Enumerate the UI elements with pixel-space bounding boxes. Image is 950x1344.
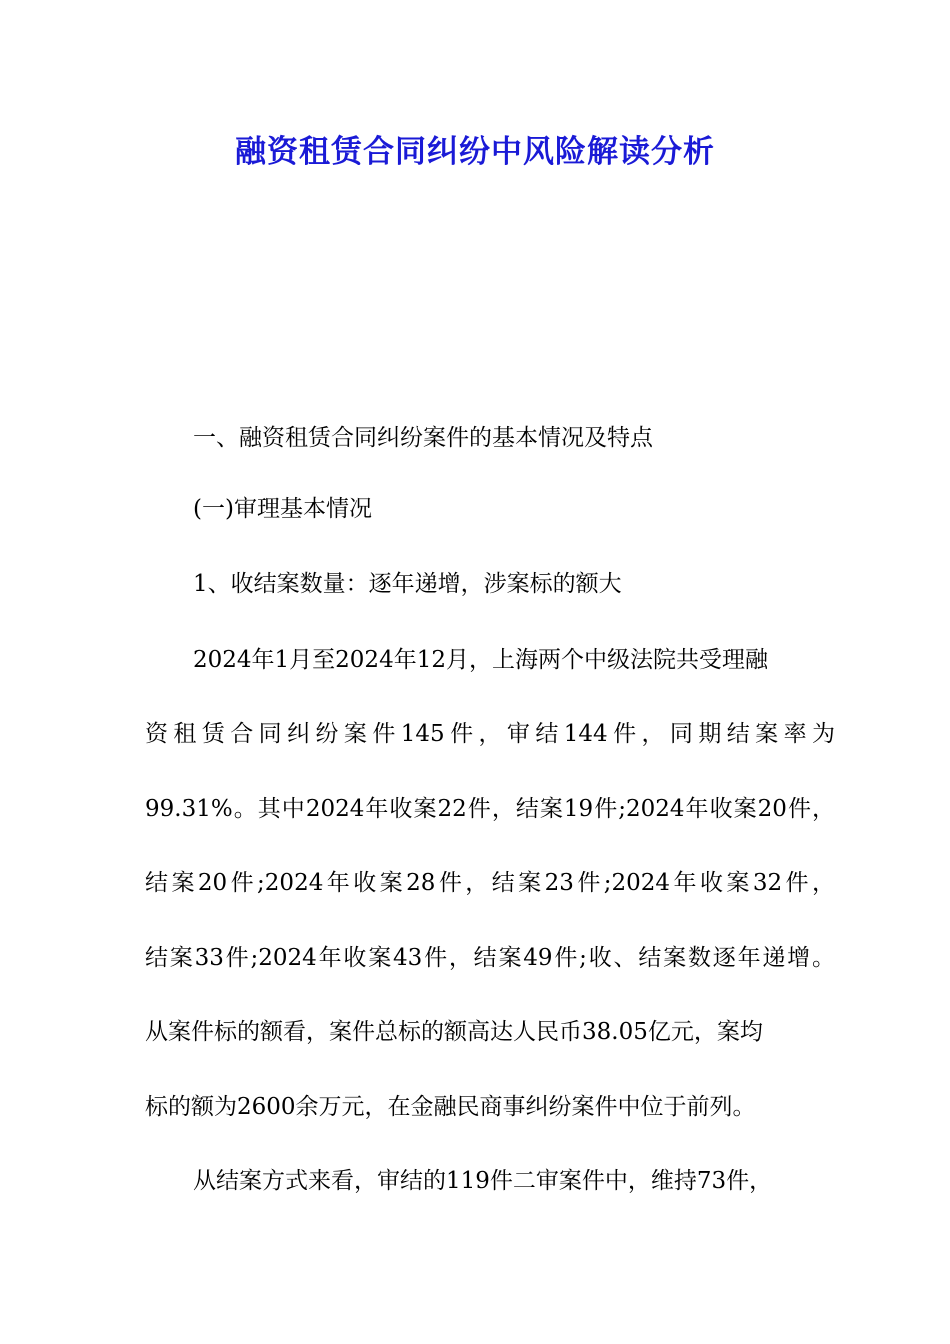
paragraph-line: 从结案方式来看，审结的119件二审案件中，维持73件， [193, 1168, 773, 1194]
paragraph-line: 结案20件;2024年收案28件，结案23件;2024年收案32件， [145, 870, 835, 896]
paragraph-line: 2024年1月至2024年12月，上海两个中级法院共受理融 [193, 647, 768, 673]
paragraph-line: 结案33件;2024年收案43件，结案49件;收、结案数逐年递增。 [145, 945, 835, 971]
item-heading: 1、收结案数量：逐年递增，涉案标的额大 [193, 571, 622, 597]
subsection-heading: (一)审理基本情况 [193, 496, 372, 522]
paragraph-line: 从案件标的额看，案件总标的额高达人民币38.05亿元，案均 [145, 1019, 763, 1045]
paragraph-line: 资租赁合同纠纷案件145件，审结144件，同期结案率为 [145, 721, 835, 747]
paragraph-line: 99.31%。其中2024年收案22件，结案19件;2024年收案20件， [145, 796, 835, 822]
section-heading: 一、融资租赁合同纠纷案件的基本情况及特点 [193, 425, 653, 451]
document-title: 融资租赁合同纠纷中风险解读分析 [235, 134, 715, 170]
paragraph-line: 标的额为2600余万元，在金融民商事纠纷案件中位于前列。 [145, 1094, 756, 1120]
